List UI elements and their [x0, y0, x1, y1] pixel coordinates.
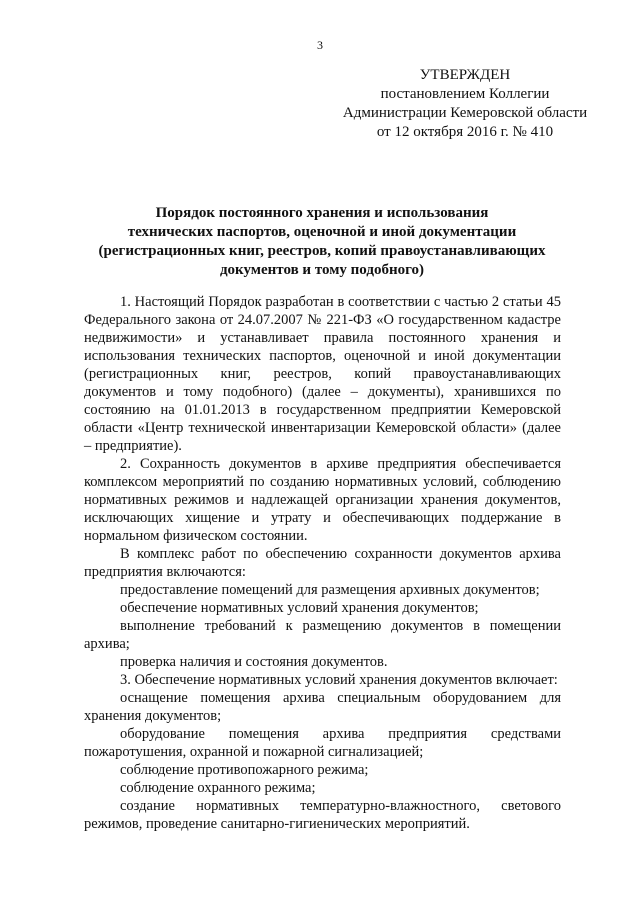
list-item: проверка наличия и состояния документов. — [120, 654, 388, 670]
approval-date: от 12 октября 2016 г. № 410 — [376, 124, 554, 140]
list-item: создание нормативных температурно-влажностного, светового режимов, проведение санитарно-гигиенических мероприятий. — [84, 798, 561, 832]
page-number: 3 — [317, 38, 323, 52]
title-line: Порядок постоянного хранения и использования — [155, 205, 489, 221]
paragraph-3: 3. Обеспечение нормативных условий хранения документов включает: — [120, 672, 558, 688]
list-item: соблюдение противопожарного режима; — [120, 762, 369, 778]
list-item: обеспечение нормативных условий хранения документов; — [120, 600, 479, 616]
paragraph-complex-intro: В комплекс работ по обеспечению сохранности документов архива предприятия включаются: — [84, 546, 561, 580]
list-item: соблюдение охранного режима; — [120, 780, 316, 796]
paragraph-1: 1. Настоящий Порядок разработан в соответствии с частью 2 статьи 45 Федерального закона от 24.07.2007 № 221-ФЗ «О государственном кадастре недвижимости» и устанавливает правила постоянного хранения и использования технических паспортов, оценочной и иной документации (регистрационных книг, реестров, копий правоустанавливающих документов и тому подобного) (далее – документы), хранившихся по состоянию на 01.01.2013 в государственном предприятии Кемеровской области «Центр технической инвентаризации Кемеровской области» (далее – предприятие). — [84, 294, 561, 454]
approval-block — [330, 66, 600, 142]
paragraph-2: 2. Сохранность документов в архиве предприятия обеспечивается комплексом мероприятий по созданию нормативных условий, соблюдению нормативных режимов и надлежащей организации хранения документов, исключающих хищение и утрату и обеспечивающих поддержание в нормальном физическом состоянии. — [84, 456, 561, 544]
title-line: документов и тому подобного) — [219, 262, 425, 278]
list-item: выполнение требований к размещению документов в помещении архива; — [84, 618, 561, 652]
list-item: оснащение помещения архива специальным оборудованием для хранения документов; — [84, 690, 561, 724]
title-line: (регистрационных книг, реестров, копий правоустанавливающих — [98, 243, 546, 259]
approval-authority: Администрации Кемеровской области — [342, 105, 588, 121]
approval-resolution: постановлением Коллегии — [380, 86, 550, 102]
approval-heading: УТВЕРЖДЕН — [419, 67, 511, 83]
title-line: технических паспортов, оценочной и иной документации — [127, 224, 517, 240]
list-item: оборудование помещения архива предприятия средствами пожаротушения, охранной и пожарной сигнализацией; — [84, 726, 561, 760]
list-item: предоставление помещений для размещения архивных документов; — [120, 582, 540, 598]
document-title — [60, 204, 584, 280]
document-body — [84, 293, 561, 833]
